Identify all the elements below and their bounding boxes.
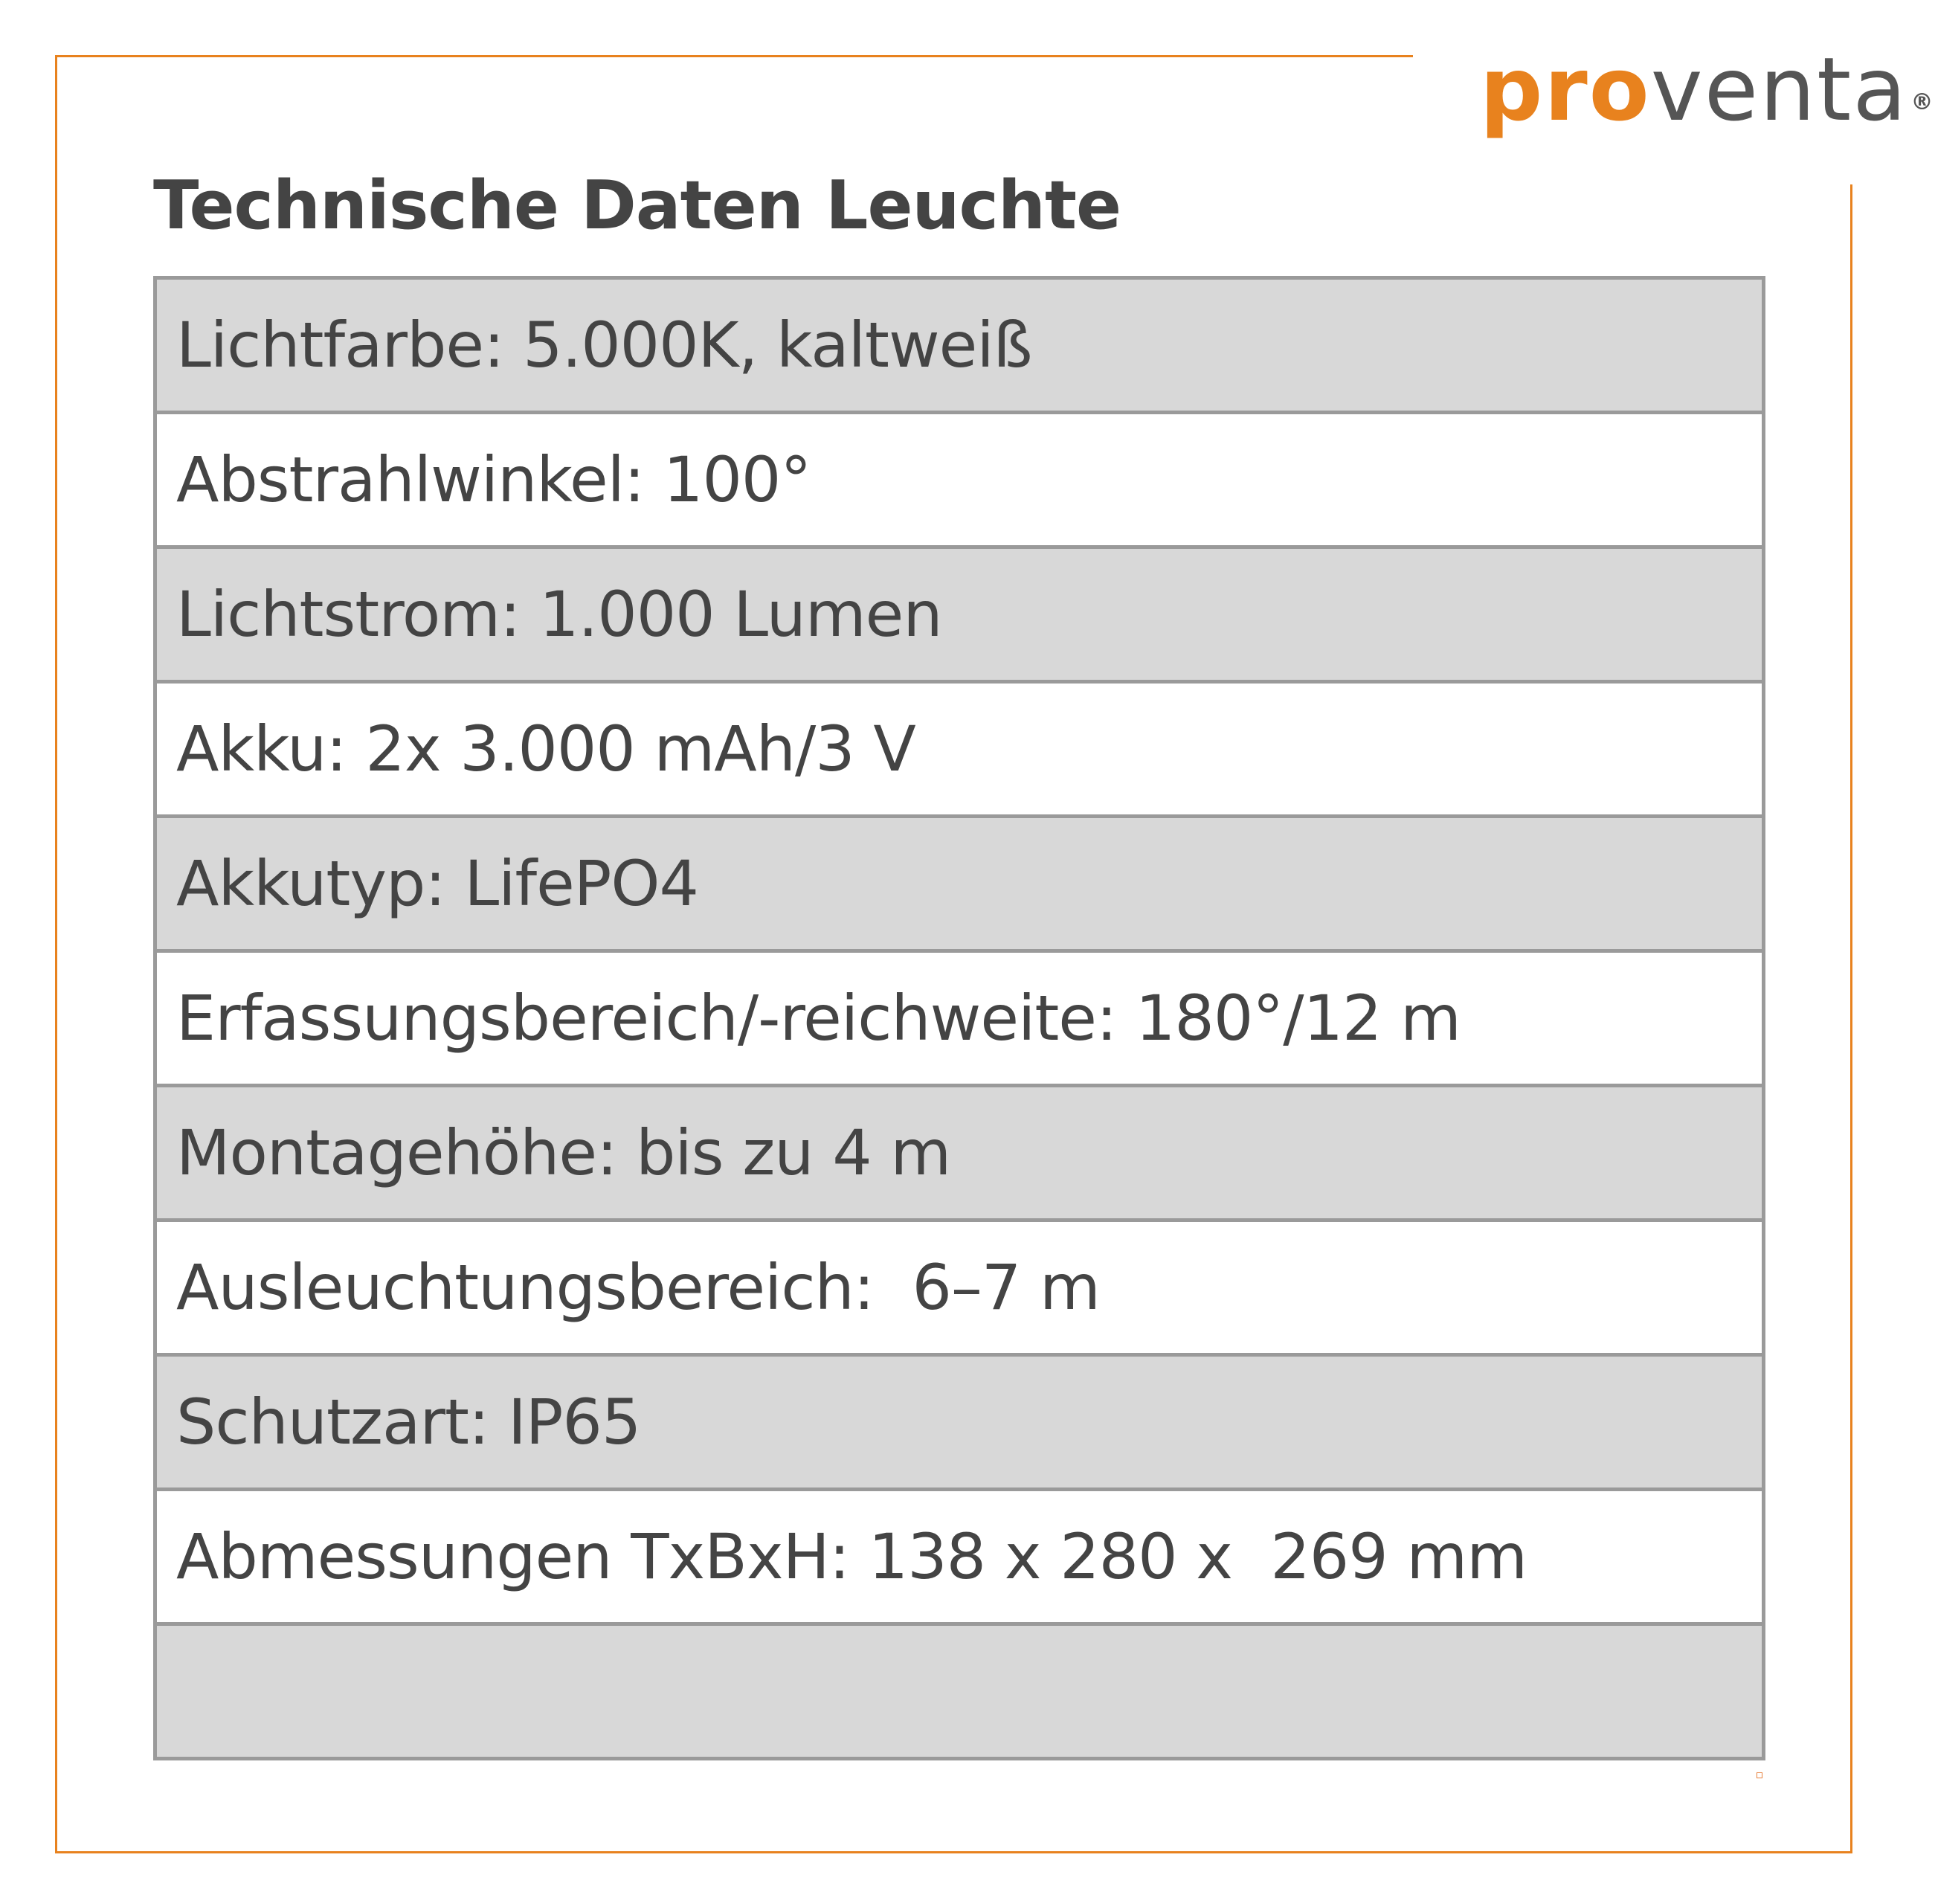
spec-row-empty [157,1626,1762,1757]
spec-row-montagehoehe: Montagehöhe: bis zu 4 m [157,1087,1762,1222]
proventa-logo [1480,37,1935,141]
corner-mark-icon [1757,1772,1762,1778]
frame-border-right [1850,184,1852,1853]
spec-row-ausleuchtungsbereich: Ausleuchtungsbereich: 6–7 m [157,1222,1762,1357]
spec-row-lichtfarbe: Lichtfarbe: 5.000K, kaltweiß [157,280,1762,414]
registered-mark: ® [1910,89,1935,115]
spec-row-erfassungsbereich: Erfassungsbereich/-reichweite: 180°/12 m [157,953,1762,1087]
logo-venta-text: venta [1650,38,1908,141]
page-title: Technische Daten Leuchte [153,167,1121,245]
frame-border-bottom [55,1851,1852,1853]
spec-row-akku: Akku: 2x 3.000 mAh/3 V [157,684,1762,818]
spec-row-abstrahlwinkel: Abstrahlwinkel: 100° [157,414,1762,549]
spec-table [153,276,1765,1760]
logo-pro-text: pro [1480,38,1651,141]
spec-row-lichtstrom: Lichtstrom: 1.000 Lumen [157,549,1762,684]
spec-row-abmessungen: Abmessungen TxBxH: 138 x 280 x 269 mm [157,1491,1762,1626]
spec-row-akkutyp: Akkutyp: LifePO4 [157,818,1762,953]
frame-border-top [55,55,1413,57]
frame-border-left [55,55,57,1853]
spec-row-schutzart: Schutzart: IP65 [157,1357,1762,1491]
